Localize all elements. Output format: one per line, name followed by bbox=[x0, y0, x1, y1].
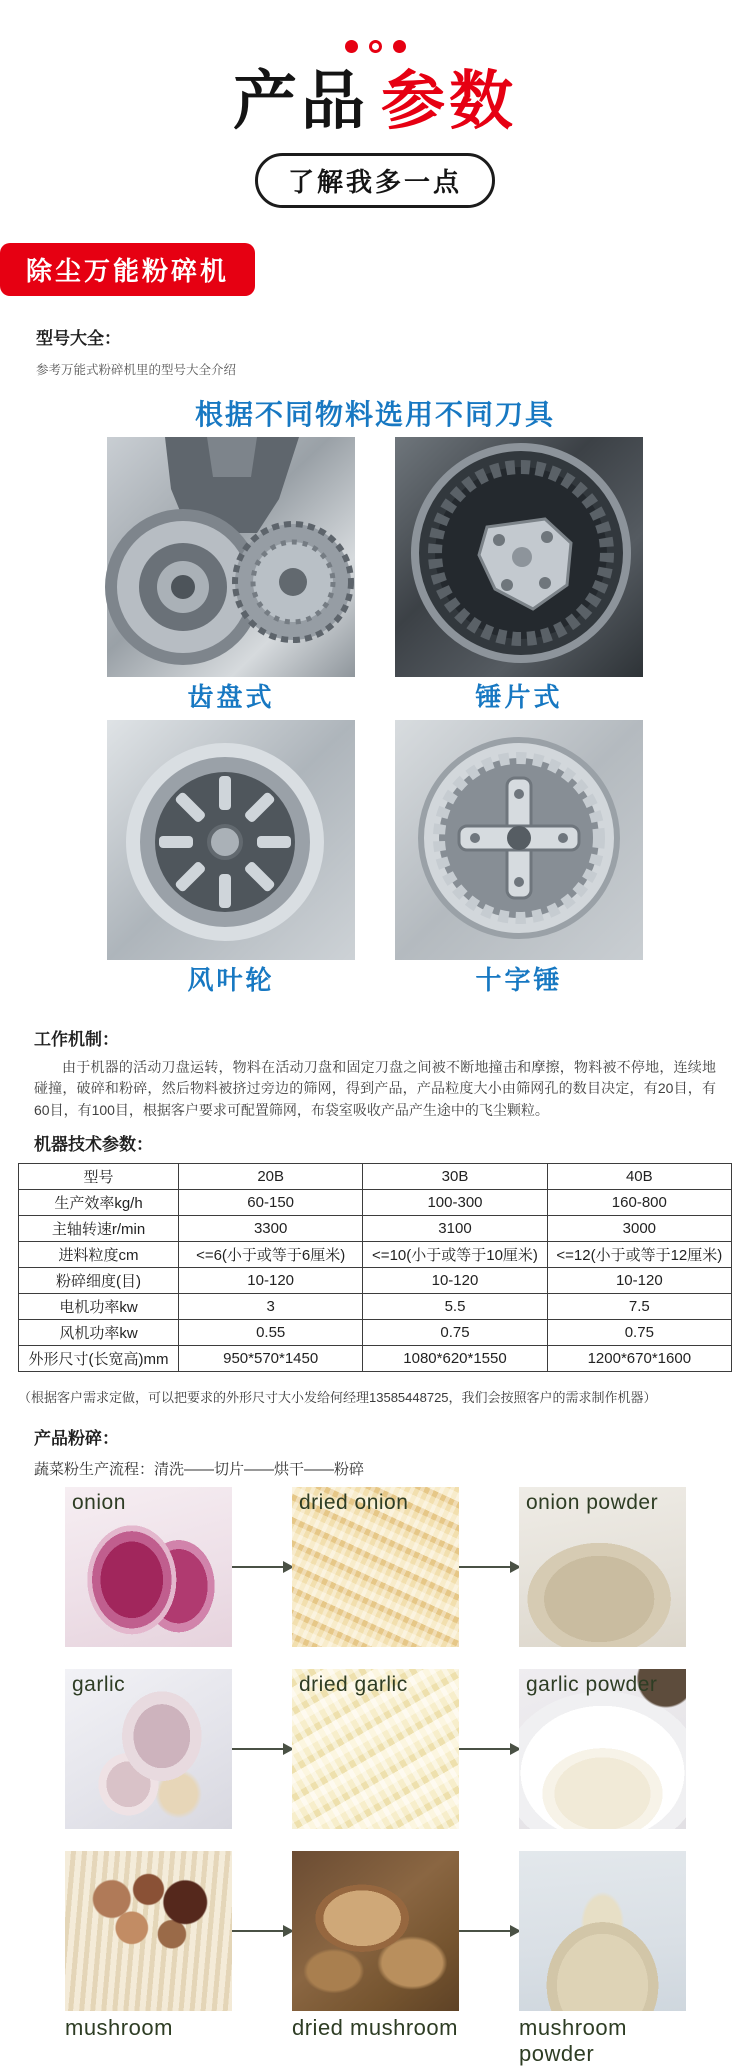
spec-cell: 电机功率kw bbox=[19, 1293, 179, 1319]
spec-header-row bbox=[19, 1163, 732, 1189]
product-stage bbox=[519, 1851, 686, 2067]
arrow-right-icon bbox=[232, 1748, 292, 1750]
grinding-section bbox=[34, 1424, 716, 1479]
cutter-section-heading: 根据不同物料选用不同刀具 bbox=[194, 398, 555, 430]
cutter-label: 锤片式 bbox=[475, 681, 563, 712]
product-stage bbox=[292, 1669, 459, 1829]
spec-cell: 进料粒度cm bbox=[19, 1241, 179, 1267]
product-label: dried garlic bbox=[299, 1672, 408, 1696]
cutter-label: 风叶轮 bbox=[187, 964, 275, 995]
model-section-heading: 型号大全： bbox=[36, 328, 121, 348]
page-title-black: 产品 bbox=[233, 65, 369, 137]
onion-powder-image bbox=[519, 1487, 686, 1647]
spec-cell: 风机功率kw bbox=[19, 1319, 179, 1345]
page-title-red: 参数 bbox=[381, 65, 517, 137]
cutter-grid bbox=[107, 437, 643, 1003]
specs-heading: 机器技术参数： bbox=[34, 1134, 153, 1154]
dried-onion-image bbox=[292, 1487, 459, 1647]
spec-row-dimensions bbox=[19, 1345, 732, 1371]
hammer-blade-image bbox=[395, 437, 643, 677]
spec-cell: 160-800 bbox=[547, 1189, 731, 1215]
spec-cell: 粉碎细度(目) bbox=[19, 1267, 179, 1293]
hollow-dot-icon bbox=[369, 40, 382, 53]
model-section-subtext: 参考万能式粉碎机里的型号大全介绍 bbox=[36, 362, 237, 377]
spec-cell: 3300 bbox=[179, 1215, 363, 1241]
product-label: mushroom bbox=[65, 2014, 173, 2040]
product-stage bbox=[292, 1851, 459, 2041]
spec-header-cell: 20B bbox=[179, 1163, 363, 1189]
onion-image bbox=[65, 1487, 232, 1647]
spec-row-fan-power bbox=[19, 1319, 732, 1345]
spec-cell: 主轴转速r/min bbox=[19, 1215, 179, 1241]
spec-cell: 10-120 bbox=[179, 1267, 363, 1293]
cross-hammer-image bbox=[395, 720, 643, 960]
spec-cell: 0.75 bbox=[547, 1319, 731, 1345]
spec-header-cell: 30B bbox=[363, 1163, 547, 1189]
arrow-right-icon bbox=[459, 1930, 519, 1932]
custom-order-note: （根据客户需求定做，可以把要求的外形尺寸大小发给何经理13585448725，我们会按照客户的需求制作机器） bbox=[18, 1389, 657, 1405]
cutter-card-fan-impeller bbox=[107, 720, 355, 1003]
product-stage bbox=[65, 1487, 232, 1647]
spec-cell: 外形尺寸(长宽高)mm bbox=[19, 1345, 179, 1371]
cutter-card-toothed-disc bbox=[107, 437, 355, 720]
spec-cell: 7.5 bbox=[547, 1293, 731, 1319]
category-button[interactable]: 除尘万能粉碎机 bbox=[0, 243, 255, 296]
product-row-mushroom bbox=[65, 1851, 690, 2067]
cutter-card-cross-hammer bbox=[395, 720, 643, 1003]
specs-table bbox=[18, 1163, 732, 1372]
spec-cell: 3000 bbox=[547, 1215, 731, 1241]
product-stage bbox=[519, 1487, 686, 1647]
product-label: mushroom powder bbox=[519, 2014, 627, 2066]
spec-row-production-rate bbox=[19, 1189, 732, 1215]
product-stage bbox=[519, 1669, 686, 1829]
product-label: dried mushroom bbox=[292, 2014, 458, 2040]
product-label: onion powder bbox=[526, 1490, 659, 1514]
spec-cell: <=12(小于或等于12厘米) bbox=[547, 1241, 731, 1267]
spec-cell: 1080*620*1550 bbox=[363, 1345, 547, 1371]
spec-header-cell: 40B bbox=[547, 1163, 731, 1189]
product-label: garlic powder bbox=[526, 1672, 658, 1696]
garlic-powder-image bbox=[519, 1669, 686, 1829]
spec-cell: 100-300 bbox=[363, 1189, 547, 1215]
mechanism-heading: 工作机制： bbox=[34, 1029, 119, 1049]
spec-cell: 3 bbox=[179, 1293, 363, 1319]
spec-row-spindle-speed bbox=[19, 1215, 732, 1241]
product-row-onion bbox=[65, 1487, 690, 1647]
garlic-image bbox=[65, 1669, 232, 1829]
dots-decoration bbox=[0, 0, 750, 53]
arrow-right-icon bbox=[459, 1748, 519, 1750]
spec-cell: 60-150 bbox=[179, 1189, 363, 1215]
dried-garlic-image bbox=[292, 1669, 459, 1829]
fan-impeller-image bbox=[107, 720, 355, 960]
product-label: garlic bbox=[72, 1672, 126, 1696]
model-section bbox=[36, 324, 714, 378]
product-grid bbox=[65, 1487, 690, 2067]
product-label: dried onion bbox=[299, 1490, 409, 1514]
arrow-right-icon bbox=[459, 1566, 519, 1568]
spec-cell: 10-120 bbox=[363, 1267, 547, 1293]
mushroom-powder-image bbox=[519, 1851, 686, 2011]
product-row-garlic bbox=[65, 1669, 690, 1829]
spec-cell: 1200*670*1600 bbox=[547, 1345, 731, 1371]
spec-cell: 0.55 bbox=[179, 1319, 363, 1345]
filled-dot-icon bbox=[393, 40, 406, 53]
spec-header-cell: 型号 bbox=[19, 1163, 179, 1189]
cutter-card-hammer-blade bbox=[395, 437, 643, 720]
product-label: onion bbox=[72, 1490, 126, 1514]
spec-row-fineness bbox=[19, 1267, 732, 1293]
filled-dot-icon bbox=[345, 40, 358, 53]
spec-row-feed-size bbox=[19, 1241, 732, 1267]
product-stage bbox=[65, 1851, 232, 2041]
spec-cell: 950*570*1450 bbox=[179, 1345, 363, 1371]
dried-mushroom-image bbox=[292, 1851, 459, 2011]
arrow-right-icon bbox=[232, 1930, 292, 1932]
spec-cell: 3100 bbox=[363, 1215, 547, 1241]
cutter-label: 十字锤 bbox=[475, 964, 563, 995]
process-flow-text: 蔬菜粉生产流程：清洗——切片——烘干——粉碎 bbox=[34, 1460, 365, 1478]
mechanism-paragraph: 由于机器的活动刀盘运转，物料在活动刀盘和固定刀盘之间被不断地撞击和摩擦，物料被不停地，连续地碰撞，破碎和粉碎，然后物料被挤过旁边的筛网，得到产品，产品粒度大小由筛网孔的数目决定，有20目，有60目，有100目，根据客户要求可配置筛网，布袋室吸收产品产生途中的飞尘颗粒。 bbox=[34, 1058, 716, 1119]
product-stage bbox=[65, 1669, 232, 1829]
spec-cell: <=10(小于或等于10厘米) bbox=[363, 1241, 547, 1267]
toothed-disc-image bbox=[107, 437, 355, 677]
subtitle-pill: 了解我多一点 bbox=[255, 153, 495, 208]
spec-cell: 0.75 bbox=[363, 1319, 547, 1345]
product-stage bbox=[292, 1487, 459, 1647]
spec-cell: 生产效率kg/h bbox=[19, 1189, 179, 1215]
mushroom-image bbox=[65, 1851, 232, 2011]
arrow-right-icon bbox=[232, 1566, 292, 1568]
spec-row-motor-power bbox=[19, 1293, 732, 1319]
mechanism-section bbox=[34, 1025, 716, 1122]
spec-cell: 10-120 bbox=[547, 1267, 731, 1293]
spec-cell: <=6(小于或等于6厘米) bbox=[179, 1241, 363, 1267]
grinding-heading: 产品粉碎： bbox=[34, 1428, 119, 1448]
page-title bbox=[0, 66, 750, 138]
spec-cell: 5.5 bbox=[363, 1293, 547, 1319]
cutter-label: 齿盘式 bbox=[187, 681, 275, 712]
